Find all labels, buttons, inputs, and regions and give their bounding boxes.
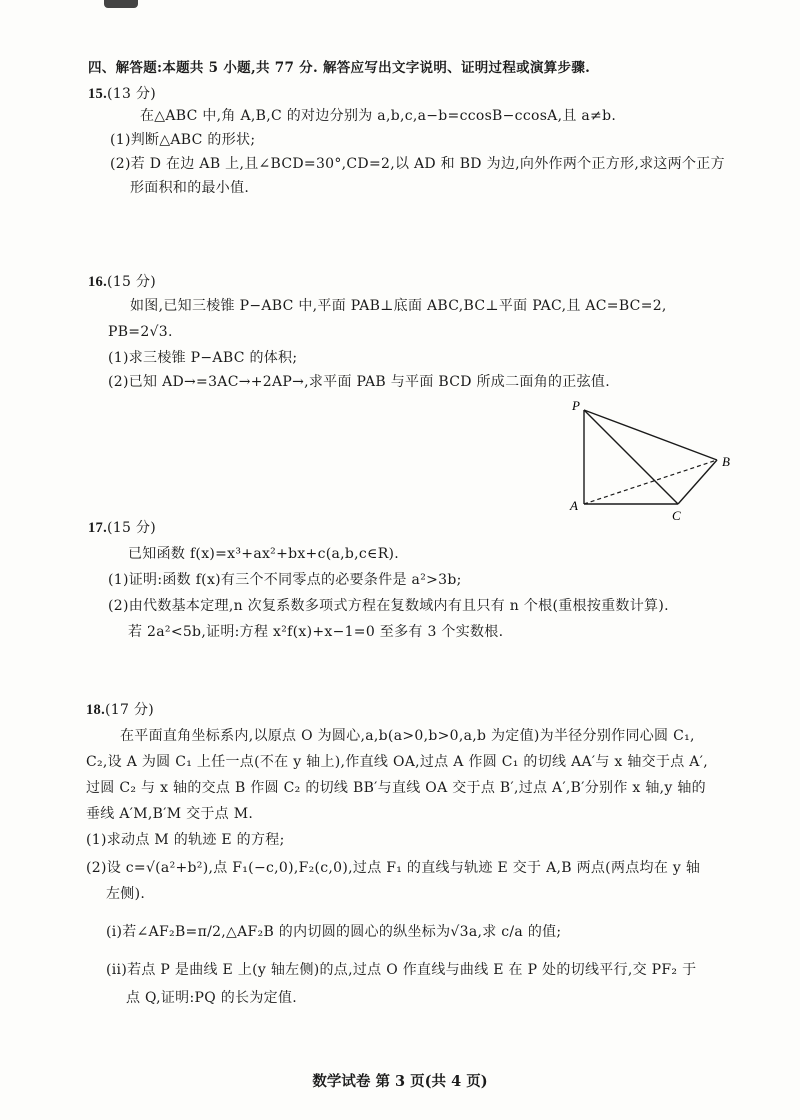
label-P: P <box>572 398 580 413</box>
q17-part2-line1: (2)由代数基本定理,n 次复系数多项式方程在复数域内有且只有 n 个根(重根按重数计算). <box>108 598 669 614</box>
q18-stem-line4: 垂线 A′M,B′M 交于点 M. <box>86 806 254 822</box>
q15-stem: 在△ABC 中,角 A,B,C 的对边分别为 a,b,c,a−b=ccosB−ccosA,且 a≠b. <box>140 108 617 124</box>
q18-header <box>86 700 154 720</box>
q16-score: (15 分) <box>107 274 157 290</box>
q15-number: 15. <box>88 86 108 102</box>
q15-part1: (1)判断△ABC 的形状; <box>110 132 256 148</box>
q16-number: 16. <box>88 274 108 290</box>
q18-part2-line1: (2)设 c=√(a²+b²),点 F₁(−c,0),F₂(c,0),过点 F₁ 的直线与轨迹 E 交于 A,B 两点(两点均在 y 轴 <box>86 860 701 876</box>
q16-header <box>88 272 156 292</box>
scan-mark <box>104 0 138 8</box>
q15-part2-line2: 形面积和的最小值. <box>130 180 250 196</box>
pyramid-figure <box>562 396 742 528</box>
q18-part2-line2: 左侧). <box>106 886 146 902</box>
q18-part1: (1)求动点 M 的轨迹 E 的方程; <box>86 832 285 848</box>
q16-part2: (2)已知 AD→=3AC→+2AP→,求平面 PAB 与平面 BCD 所成二面角的正弦值. <box>108 374 610 390</box>
q18-stem-line2: C₂,设 A 为圆 C₁ 上任一点(不在 y 轴上),作直线 OA,过点 A 作圆 C₁ 的切线 AA′与 x 轴交于点 A′, <box>86 754 708 770</box>
label-B: B <box>722 454 730 469</box>
q17-number: 17. <box>88 520 108 536</box>
label-A: A <box>570 498 578 513</box>
q17-header <box>88 518 156 538</box>
page-footer: 数学试卷 第 3 页(共 4 页) <box>312 1073 488 1090</box>
label-C: C <box>672 508 681 523</box>
q16-stem-line2: PB=2√3. <box>108 324 173 340</box>
section-heading: 四、解答题:本题共 5 小题,共 77 分. 解答应写出文字说明、证明过程或演算步骤. <box>88 60 591 76</box>
edge-PC <box>584 410 678 504</box>
q16-part1: (1)求三棱锥 P−ABC 的体积; <box>108 350 298 366</box>
q16-stem-line1: 如图,已知三棱锥 P−ABC 中,平面 PAB⊥底面 ABC,BC⊥平面 PAC,且 AC=BC=2, <box>130 298 667 314</box>
q15-part2-line1: (2)若 D 在边 AB 上,且∠BCD=30°,CD=2,以 AD 和 BD 为边,向外作两个正方形,求这两个正方 <box>110 156 725 172</box>
q18-number: 18. <box>86 702 106 718</box>
q17-stem: 已知函数 f(x)=x³+ax²+bx+c(a,b,c∈R). <box>128 546 400 562</box>
q17-part2-line2: 若 2a²<5b,证明:方程 x²f(x)+x−1=0 至多有 3 个实数根. <box>128 624 504 640</box>
q15-header <box>88 84 156 104</box>
q18-score: (17 分) <box>105 702 155 718</box>
q15-score: (13 分) <box>107 86 157 102</box>
q18-sub-ii-line2: 点 Q,证明:PQ 的长为定值. <box>126 990 297 1006</box>
q18-sub-i: (i)若∠AF₂B=π/2,△AF₂B 的内切圆的圆心的纵坐标为√3a,求 c/a 的值; <box>106 924 562 940</box>
edge-PB <box>584 410 717 460</box>
q18-stem-line3: 过圆 C₂ 与 x 轴的交点 B 作圆 C₂ 的切线 BB′与直线 OA 交于点 B′,过点 A′,B′分别作 x 轴,y 轴的 <box>86 780 706 796</box>
q18-stem-line1: 在平面直角坐标系内,以原点 O 为圆心,a,b(a>0,b>0,a,b 为定值)为半径分别作同心圆 C₁, <box>120 728 695 744</box>
q17-score: (15 分) <box>107 520 157 536</box>
q17-part1: (1)证明:函数 f(x)有三个不同零点的必要条件是 a²>3b; <box>108 572 462 588</box>
q18-sub-ii-line1: (ii)若点 P 是曲线 E 上(y 轴左侧)的点,过点 O 作直线与曲线 E 在 P 处的切线平行,交 PF₂ 于 <box>106 962 697 978</box>
